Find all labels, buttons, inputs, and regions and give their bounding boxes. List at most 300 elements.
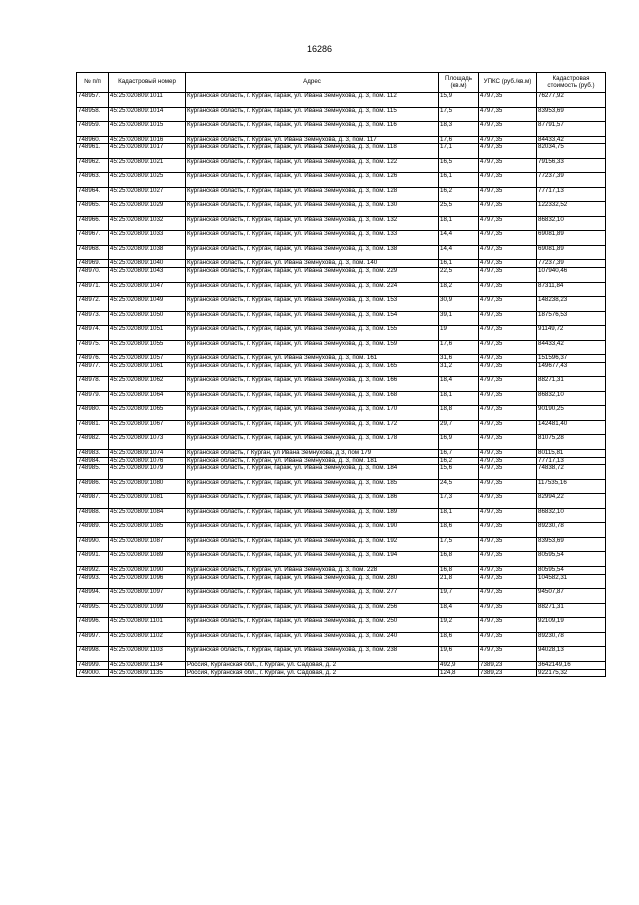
cell-address: Курганская область, г. Курган, гараж, ул. Ивана Земнухова, д. 3, пом. 170 bbox=[186, 406, 439, 421]
cell-address: Курганская область, г. Курган, ул. Ивана Земнухова, д. 3, пом. 228 bbox=[186, 566, 439, 574]
cell-address: Курганская область, г. Курган, гараж, ул. Ивана Земнухова, д. 3, пом. 155 bbox=[186, 326, 439, 341]
cell-upks: 4797,35 bbox=[479, 245, 537, 260]
cell-cost: 94507,87 bbox=[537, 589, 606, 604]
table-row bbox=[77, 107, 606, 122]
cell-cost: 89230,78 bbox=[537, 632, 606, 647]
cell-num: 748977. bbox=[77, 362, 109, 377]
cell-area: 19,2 bbox=[439, 618, 479, 633]
cell-cost: 3642149,16 bbox=[537, 661, 606, 669]
cell-cadastral: 45:25:020809:1067 bbox=[109, 420, 186, 435]
table-row bbox=[77, 362, 606, 377]
cell-upks: 4797,35 bbox=[479, 552, 537, 567]
cell-num: 748990. bbox=[77, 537, 109, 552]
table-row bbox=[77, 282, 606, 297]
table-row bbox=[77, 245, 606, 260]
cell-num: 748971. bbox=[77, 282, 109, 297]
cell-area: 492,9 bbox=[439, 661, 479, 669]
cell-upks: 4797,35 bbox=[479, 326, 537, 341]
table-row bbox=[77, 632, 606, 647]
cell-area: 16,2 bbox=[439, 187, 479, 202]
table-row bbox=[77, 326, 606, 341]
cell-cadastral: 45:25:020809:1085 bbox=[109, 523, 186, 538]
cell-area: 18,1 bbox=[439, 216, 479, 231]
cell-cost: 83953,69 bbox=[537, 537, 606, 552]
header-upks: УПКС (руб./кв.м) bbox=[479, 73, 537, 93]
table-row bbox=[77, 260, 606, 268]
cell-num: 748999. bbox=[77, 661, 109, 669]
cell-upks: 4797,35 bbox=[479, 377, 537, 392]
cell-cost: 88271,31 bbox=[537, 603, 606, 618]
cell-address: Россия, Курганская обл., г. Курган, ул. Садовая, д. 2 bbox=[186, 669, 439, 677]
cell-address: Курганская область, г. Курган, гараж, ул. Ивана Земнухова, д. 3, пом. 192 bbox=[186, 537, 439, 552]
cell-upks: 4797,35 bbox=[479, 107, 537, 122]
cell-cadastral: 45:25:020809:1061 bbox=[109, 362, 186, 377]
cell-num: 748982. bbox=[77, 435, 109, 450]
table-row bbox=[77, 297, 606, 312]
cell-area: 31,2 bbox=[439, 362, 479, 377]
cell-cadastral: 45:25:020809:1073 bbox=[109, 435, 186, 450]
cell-cost: 87791,57 bbox=[537, 122, 606, 137]
table-header-row bbox=[77, 73, 606, 93]
cell-area: 17,6 bbox=[439, 340, 479, 355]
cell-address: Курганская область, г. Курган, гараж, ул. Ивана Земнухова, д. 3, пом. 186 bbox=[186, 494, 439, 509]
cell-upks: 4797,35 bbox=[479, 574, 537, 589]
cell-area: 16,5 bbox=[439, 158, 479, 173]
table-row bbox=[77, 508, 606, 523]
cell-address: Курганская область, г. Курган, гараж, ул. Ивана Земнухова, д. 3, пом. 168 bbox=[186, 391, 439, 406]
cell-upks: 4797,35 bbox=[479, 144, 537, 159]
table-row bbox=[77, 406, 606, 421]
cell-cadastral: 45:25:020809:1029 bbox=[109, 202, 186, 217]
cell-area: 39,1 bbox=[439, 311, 479, 326]
cell-address: Курганская область, г. Курган, ул. Ивана Земнухова, д. 3, пом. 140 bbox=[186, 260, 439, 268]
cell-num: 748966. bbox=[77, 216, 109, 231]
cell-address: Курганская область, г. Курган, гараж, ул. Ивана Земнухова, д. 3, пом. 118 bbox=[186, 144, 439, 159]
cell-area: 24,5 bbox=[439, 479, 479, 494]
cell-cost: 77237,39 bbox=[537, 260, 606, 268]
cell-cost: 922175,32 bbox=[537, 669, 606, 677]
cell-address: Курганская область, г. Курган, гараж, ул. Ивана Земнухова, д. 3, пом. 256 bbox=[186, 603, 439, 618]
cell-num: 748976. bbox=[77, 355, 109, 363]
cell-upks: 4797,35 bbox=[479, 449, 537, 457]
cell-cost: 69081,89 bbox=[537, 245, 606, 260]
table-row bbox=[77, 268, 606, 283]
cell-cost: 94028,13 bbox=[537, 647, 606, 662]
cell-address: Курганская область, г. Курган, гараж, ул. Ивана Земнухова, д. 3, пом. 240 bbox=[186, 632, 439, 647]
cell-cadastral: 45:25:020809:1135 bbox=[109, 669, 186, 677]
cell-num: 748997. bbox=[77, 632, 109, 647]
table-row bbox=[77, 187, 606, 202]
cell-cadastral: 45:25:020809:1057 bbox=[109, 355, 186, 363]
table-row bbox=[77, 355, 606, 363]
table-row bbox=[77, 494, 606, 509]
cell-cadastral: 45:25:020809:1090 bbox=[109, 566, 186, 574]
cell-upks: 4797,35 bbox=[479, 158, 537, 173]
cell-cost: 149677,43 bbox=[537, 362, 606, 377]
cell-cost: 82994,22 bbox=[537, 494, 606, 509]
cell-address: Курганская область, г. Курган, гараж, ул. Ивана Земнухова, д. 3, пом. 132 bbox=[186, 216, 439, 231]
cell-address: Курганская область, г. Курган, гараж, ул. Ивана Земнухова, д. 3, пом. 250 bbox=[186, 618, 439, 633]
table-row bbox=[77, 449, 606, 457]
cell-cadastral: 45:25:020809:1021 bbox=[109, 158, 186, 173]
cell-cadastral: 45:25:020809:1134 bbox=[109, 661, 186, 669]
cell-address: Курганская область, г. Курган, гараж, ул. Ивана Земнухова, д. 3, пом. 130 bbox=[186, 202, 439, 217]
cell-area: 16,1 bbox=[439, 173, 479, 188]
cell-area: 16,9 bbox=[439, 435, 479, 450]
cell-upks: 4797,35 bbox=[479, 589, 537, 604]
table-row bbox=[77, 93, 606, 108]
cell-cadastral: 45:25:020809:1097 bbox=[109, 589, 186, 604]
cell-address: Курганская область, г. Курган, гараж, ул. Ивана Земнухова, д. 3, пом. 153 bbox=[186, 297, 439, 312]
cell-cost: 86832,10 bbox=[537, 216, 606, 231]
cell-num: 748974. bbox=[77, 326, 109, 341]
cell-cost: 86832,10 bbox=[537, 391, 606, 406]
cell-address: Курганская область, г. Курган, гараж, ул. Ивана Земнухова, д. 3, пом. 280 bbox=[186, 574, 439, 589]
cell-num: 748987. bbox=[77, 494, 109, 509]
cell-cadastral: 45:25:020809:1051 bbox=[109, 326, 186, 341]
cell-area: 18,4 bbox=[439, 603, 479, 618]
cell-cadastral: 45:25:020809:1017 bbox=[109, 144, 186, 159]
table-row bbox=[77, 574, 606, 589]
cell-num: 748962. bbox=[77, 158, 109, 173]
cell-upks: 4797,35 bbox=[479, 216, 537, 231]
cell-address: Курганская область, г. Курган, гараж, ул. Ивана Земнухова, д. 3, пом. 229 bbox=[186, 268, 439, 283]
cell-area: 18,1 bbox=[439, 508, 479, 523]
cell-address: Курганская область, г. Курган, гараж, ул. Ивана Земнухова, д. 3, пом. 165 bbox=[186, 362, 439, 377]
cell-upks: 7389,23 bbox=[479, 661, 537, 669]
cell-cost: 104582,31 bbox=[537, 574, 606, 589]
cell-area: 19,6 bbox=[439, 647, 479, 662]
cell-num: 748986. bbox=[77, 479, 109, 494]
cell-address: Курганская область, г. Курган, гараж, ул. Ивана Земнухова, д. 3, пом. 133 bbox=[186, 231, 439, 246]
cell-num: 748965. bbox=[77, 202, 109, 217]
cell-upks: 4797,35 bbox=[479, 647, 537, 662]
cell-upks: 4797,35 bbox=[479, 566, 537, 574]
cell-cadastral: 45:25:020809:1047 bbox=[109, 282, 186, 297]
cell-address: Курганская область, г. Курган, гараж, ул. Ивана Земнухова, д. 3, пом. 159 bbox=[186, 340, 439, 355]
cell-area: 17,1 bbox=[439, 144, 479, 159]
table-row bbox=[77, 523, 606, 538]
cadastral-registry-table bbox=[76, 72, 606, 677]
cell-num: 748993. bbox=[77, 574, 109, 589]
cell-upks: 4797,35 bbox=[479, 494, 537, 509]
cell-cost: 81075,28 bbox=[537, 435, 606, 450]
cell-cadastral: 45:25:020809:1050 bbox=[109, 311, 186, 326]
cell-area: 30,9 bbox=[439, 297, 479, 312]
cell-cost: 90190,25 bbox=[537, 406, 606, 421]
cell-cost: 69081,89 bbox=[537, 231, 606, 246]
cell-cost: 187576,53 bbox=[537, 311, 606, 326]
cell-address: Курганская область, г. Курган, гараж, ул. Ивана Земнухова, д. 3, пом. 238 bbox=[186, 647, 439, 662]
cell-num: 748981. bbox=[77, 420, 109, 435]
cell-num: 748983. bbox=[77, 449, 109, 457]
table-row bbox=[77, 340, 606, 355]
cell-area: 17,6 bbox=[439, 136, 479, 144]
cell-area: 21,8 bbox=[439, 574, 479, 589]
cell-address: Курганская область, г. Курган, гараж, ул. Ивана Земнухова, д. 3, пом. 166 bbox=[186, 377, 439, 392]
cell-upks: 4797,35 bbox=[479, 537, 537, 552]
cell-upks: 4797,35 bbox=[479, 260, 537, 268]
table-row bbox=[77, 566, 606, 574]
cell-upks: 4797,35 bbox=[479, 355, 537, 363]
cell-cadastral: 45:25:020809:1062 bbox=[109, 377, 186, 392]
cell-num: 748988. bbox=[77, 508, 109, 523]
cell-cadastral: 45:25:020809:1025 bbox=[109, 173, 186, 188]
cell-area: 18,6 bbox=[439, 632, 479, 647]
cell-cost: 80115,81 bbox=[537, 449, 606, 457]
header-num: № п/п bbox=[77, 73, 109, 93]
cell-cost: 77237,39 bbox=[537, 173, 606, 188]
cell-cadastral: 45:25:020809:1096 bbox=[109, 574, 186, 589]
cell-num: 748972. bbox=[77, 297, 109, 312]
cell-cadastral: 45:25:020809:1027 bbox=[109, 187, 186, 202]
cell-cost: 84433,42 bbox=[537, 340, 606, 355]
cell-num: 749000. bbox=[77, 669, 109, 677]
cell-upks: 4797,35 bbox=[479, 202, 537, 217]
cell-address: Курганская область, г. Курган, гараж, ул. Ивана Земнухова, д. 3, пом. 185 bbox=[186, 479, 439, 494]
cell-address: Курганская область, г Курган, ул Ивана Земнухова, д 3, пом 179 bbox=[186, 449, 439, 457]
cell-address: Курганская область, г. Курган, гараж, ул. Ивана Земнухова, д. 3, пом. 112 bbox=[186, 93, 439, 108]
table-row bbox=[77, 647, 606, 662]
cell-upks: 4797,35 bbox=[479, 340, 537, 355]
table-row bbox=[77, 158, 606, 173]
table-row bbox=[77, 122, 606, 137]
cell-upks: 4797,35 bbox=[479, 465, 537, 480]
cell-area: 16,7 bbox=[439, 449, 479, 457]
cell-cadastral: 45:25:020809:1103 bbox=[109, 647, 186, 662]
cell-num: 748961. bbox=[77, 144, 109, 159]
table-row bbox=[77, 311, 606, 326]
cell-num: 748958. bbox=[77, 107, 109, 122]
cell-cadastral: 45:25:020809:1084 bbox=[109, 508, 186, 523]
cell-upks: 4797,35 bbox=[479, 268, 537, 283]
cell-upks: 4797,35 bbox=[479, 297, 537, 312]
cell-area: 17,5 bbox=[439, 107, 479, 122]
cell-address: Курганская область, г. Курган, гараж, ул. Ивана Земнухова, д. 3, пом. 154 bbox=[186, 311, 439, 326]
cell-upks: 4797,35 bbox=[479, 187, 537, 202]
cell-cadastral: 45:25:020809:1049 bbox=[109, 297, 186, 312]
cell-num: 748984. bbox=[77, 457, 109, 465]
cell-address: Курганская область, г. Курган, гараж, ул. Ивана Земнухова, д. 3, пом. 189 bbox=[186, 508, 439, 523]
cell-num: 748959. bbox=[77, 122, 109, 137]
table-row bbox=[77, 202, 606, 217]
table-row bbox=[77, 669, 606, 677]
table-row bbox=[77, 144, 606, 159]
cell-num: 748975. bbox=[77, 340, 109, 355]
cell-area: 29,7 bbox=[439, 420, 479, 435]
cell-area: 18,1 bbox=[439, 391, 479, 406]
cell-num: 748970. bbox=[77, 268, 109, 283]
header-cost: Кадастровая стоимость (руб.) bbox=[537, 73, 606, 93]
cell-area: 25,5 bbox=[439, 202, 479, 217]
cell-area: 14,4 bbox=[439, 245, 479, 260]
cell-address: Курганская область, г. Курган, гараж, ул. Ивана Земнухова, д. 3, пом. 178 bbox=[186, 435, 439, 450]
cell-cadastral: 45:25:020809:1011 bbox=[109, 93, 186, 108]
cell-area: 16,2 bbox=[439, 457, 479, 465]
cell-cost: 77717,13 bbox=[537, 187, 606, 202]
cell-upks: 4797,35 bbox=[479, 420, 537, 435]
cell-area: 15,6 bbox=[439, 465, 479, 480]
cell-address: Курганская область, г. Курган, гараж, ул. Ивана Земнухова, д. 3, пом. 224 bbox=[186, 282, 439, 297]
cell-cadastral: 45:25:020809:1087 bbox=[109, 537, 186, 552]
cell-address: Курганская область, г. Курган, гараж, ул. Ивана Земнухова, д. 3, пом. 115 bbox=[186, 107, 439, 122]
cell-upks: 4797,35 bbox=[479, 391, 537, 406]
cell-cost: 151596,37 bbox=[537, 355, 606, 363]
cell-num: 748996. bbox=[77, 618, 109, 633]
cell-address: Курганская область, г. Курган, гараж, ул. Ивана Земнухова, д. 3, пом. 194 bbox=[186, 552, 439, 567]
cell-cost: 92109,19 bbox=[537, 618, 606, 633]
cell-cadastral: 45:25:020809:1014 bbox=[109, 107, 186, 122]
cell-address: Курганская область, г. Курган, ул. Ивана Земнухова, д. 3, пом. 181 bbox=[186, 457, 439, 465]
table-row bbox=[77, 661, 606, 669]
cell-upks: 7389,23 bbox=[479, 669, 537, 677]
table-row bbox=[77, 552, 606, 567]
table-row bbox=[77, 435, 606, 450]
cell-cadastral: 45:25:020809:1032 bbox=[109, 216, 186, 231]
cell-address: Курганская область, г. Курган, ул. Ивана Земнухова, д. 3, пом. 161 bbox=[186, 355, 439, 363]
cell-cadastral: 45:25:020809:1079 bbox=[109, 465, 186, 480]
cell-num: 748960. bbox=[77, 136, 109, 144]
cell-area: 18,2 bbox=[439, 282, 479, 297]
cell-address: Курганская область, г. Курган, гараж, ул. Ивана Земнухова, д. 3, пом. 184 bbox=[186, 465, 439, 480]
cell-cadastral: 45:25:020809:1064 bbox=[109, 391, 186, 406]
cell-cost: 77717,13 bbox=[537, 457, 606, 465]
cell-cost: 80595,54 bbox=[537, 552, 606, 567]
cell-cost: 80595,54 bbox=[537, 566, 606, 574]
cell-cost: 84433,42 bbox=[537, 136, 606, 144]
cell-num: 748973. bbox=[77, 311, 109, 326]
cell-area: 18,6 bbox=[439, 523, 479, 538]
cell-upks: 4797,35 bbox=[479, 362, 537, 377]
cell-area: 16,8 bbox=[439, 566, 479, 574]
cell-address: Курганская область, г. Курган, гараж, ул. Ивана Земнухова, д. 3, пом. 116 bbox=[186, 122, 439, 137]
table-row bbox=[77, 479, 606, 494]
cell-upks: 4797,35 bbox=[479, 173, 537, 188]
cell-upks: 4797,35 bbox=[479, 508, 537, 523]
header-address: Адрес bbox=[186, 73, 439, 93]
cell-cost: 117535,16 bbox=[537, 479, 606, 494]
cell-cadastral: 45:25:020809:1076 bbox=[109, 457, 186, 465]
cell-address: Курганская область, г. Курган, гараж, ул. Ивана Земнухова, д. 3, пом. 172 bbox=[186, 420, 439, 435]
cell-cost: 83953,69 bbox=[537, 107, 606, 122]
cell-upks: 4797,35 bbox=[479, 632, 537, 647]
cell-num: 748980. bbox=[77, 406, 109, 421]
cell-address: Россия, Курганская обл., г. Курган, ул. Садовая, д. 2 bbox=[186, 661, 439, 669]
cell-cost: 148238,23 bbox=[537, 297, 606, 312]
cell-area: 17,3 bbox=[439, 494, 479, 509]
cell-area: 19 bbox=[439, 326, 479, 341]
cell-cadastral: 45:25:020809:1065 bbox=[109, 406, 186, 421]
cell-address: Курганская область, г. Курган, гараж, ул. Ивана Земнухова, д. 3, пом. 138 bbox=[186, 245, 439, 260]
cell-area: 16,8 bbox=[439, 552, 479, 567]
cell-area: 124,8 bbox=[439, 669, 479, 677]
table-row bbox=[77, 173, 606, 188]
table-row bbox=[77, 136, 606, 144]
cell-num: 748968. bbox=[77, 245, 109, 260]
cell-upks: 4797,35 bbox=[479, 603, 537, 618]
cell-upks: 4797,35 bbox=[479, 122, 537, 137]
table-row bbox=[77, 391, 606, 406]
cell-area: 18,3 bbox=[439, 122, 479, 137]
cell-cost: 74838,72 bbox=[537, 465, 606, 480]
cell-num: 748985. bbox=[77, 465, 109, 480]
table-row bbox=[77, 618, 606, 633]
cell-cost: 76277,92 bbox=[537, 93, 606, 108]
table-row bbox=[77, 465, 606, 480]
cell-cadastral: 45:25:020809:1043 bbox=[109, 268, 186, 283]
cell-cost: 82034,75 bbox=[537, 144, 606, 159]
table-body bbox=[77, 93, 606, 677]
cell-num: 748967. bbox=[77, 231, 109, 246]
cell-area: 18,4 bbox=[439, 377, 479, 392]
page-number: 16286 bbox=[306, 44, 333, 54]
cell-cadastral: 45:25:020809:1099 bbox=[109, 603, 186, 618]
cell-upks: 4797,35 bbox=[479, 406, 537, 421]
cell-cadastral: 45:25:020809:1102 bbox=[109, 632, 186, 647]
table-row bbox=[77, 377, 606, 392]
cell-upks: 4797,35 bbox=[479, 523, 537, 538]
cell-upks: 4797,35 bbox=[479, 457, 537, 465]
cell-cadastral: 45:25:020809:1074 bbox=[109, 449, 186, 457]
cell-address: Курганская область, г. Курган, ул. Ивана Земнухова, д. 3, пом. 117 bbox=[186, 136, 439, 144]
cell-upks: 4797,35 bbox=[479, 435, 537, 450]
cell-cost: 87311,84 bbox=[537, 282, 606, 297]
cell-area: 31,6 bbox=[439, 355, 479, 363]
cell-cost: 89230,78 bbox=[537, 523, 606, 538]
cell-cost: 79156,33 bbox=[537, 158, 606, 173]
cell-cost: 88271,31 bbox=[537, 377, 606, 392]
cell-cadastral: 45:25:020809:1089 bbox=[109, 552, 186, 567]
cell-num: 748992. bbox=[77, 566, 109, 574]
header-cadastral: Кадастровый номер bbox=[109, 73, 186, 93]
cell-cost: 86832,10 bbox=[537, 508, 606, 523]
cell-cadastral: 45:25:020809:1055 bbox=[109, 340, 186, 355]
cell-address: Курганская область, г. Курган, гараж, ул. Ивана Земнухова, д. 3, пом. 277 bbox=[186, 589, 439, 604]
cell-area: 15,9 bbox=[439, 93, 479, 108]
cell-num: 748964. bbox=[77, 187, 109, 202]
cell-cadastral: 45:25:020809:1033 bbox=[109, 231, 186, 246]
cell-upks: 4797,35 bbox=[479, 282, 537, 297]
cell-num: 748989. bbox=[77, 523, 109, 538]
cell-cost: 122332,52 bbox=[537, 202, 606, 217]
cell-address: Курганская область, г. Курган, гараж, ул. Ивана Земнухова, д. 3, пом. 122 bbox=[186, 158, 439, 173]
cell-cadastral: 45:25:020809:1016 bbox=[109, 136, 186, 144]
cell-upks: 4797,35 bbox=[479, 311, 537, 326]
header-area: Площадь (кв.м) bbox=[439, 73, 479, 93]
table-row bbox=[77, 537, 606, 552]
cell-area: 19,7 bbox=[439, 589, 479, 604]
cell-cadastral: 45:25:020809:1038 bbox=[109, 245, 186, 260]
cell-address: Курганская область, г. Курган, гараж, ул. Ивана Земнухова, д. 3, пом. 126 bbox=[186, 173, 439, 188]
cell-upks: 4797,35 bbox=[479, 136, 537, 144]
cell-num: 748994. bbox=[77, 589, 109, 604]
table-row bbox=[77, 231, 606, 246]
cell-cadastral: 45:25:020809:1015 bbox=[109, 122, 186, 137]
cell-num: 748979. bbox=[77, 391, 109, 406]
cell-area: 22,5 bbox=[439, 268, 479, 283]
cell-num: 748969. bbox=[77, 260, 109, 268]
cell-num: 748995. bbox=[77, 603, 109, 618]
cell-upks: 4797,35 bbox=[479, 479, 537, 494]
cell-address: Курганская область, г. Курган, гараж, ул. Ивана Земнухова, д. 3, пом. 128 bbox=[186, 187, 439, 202]
cell-cadastral: 45:25:020809:1081 bbox=[109, 494, 186, 509]
table-row bbox=[77, 603, 606, 618]
cell-cadastral: 45:25:020809:1040 bbox=[109, 260, 186, 268]
cell-cost: 142481,40 bbox=[537, 420, 606, 435]
cell-num: 748963. bbox=[77, 173, 109, 188]
cell-num: 748978. bbox=[77, 377, 109, 392]
cell-cadastral: 45:25:020809:1080 bbox=[109, 479, 186, 494]
